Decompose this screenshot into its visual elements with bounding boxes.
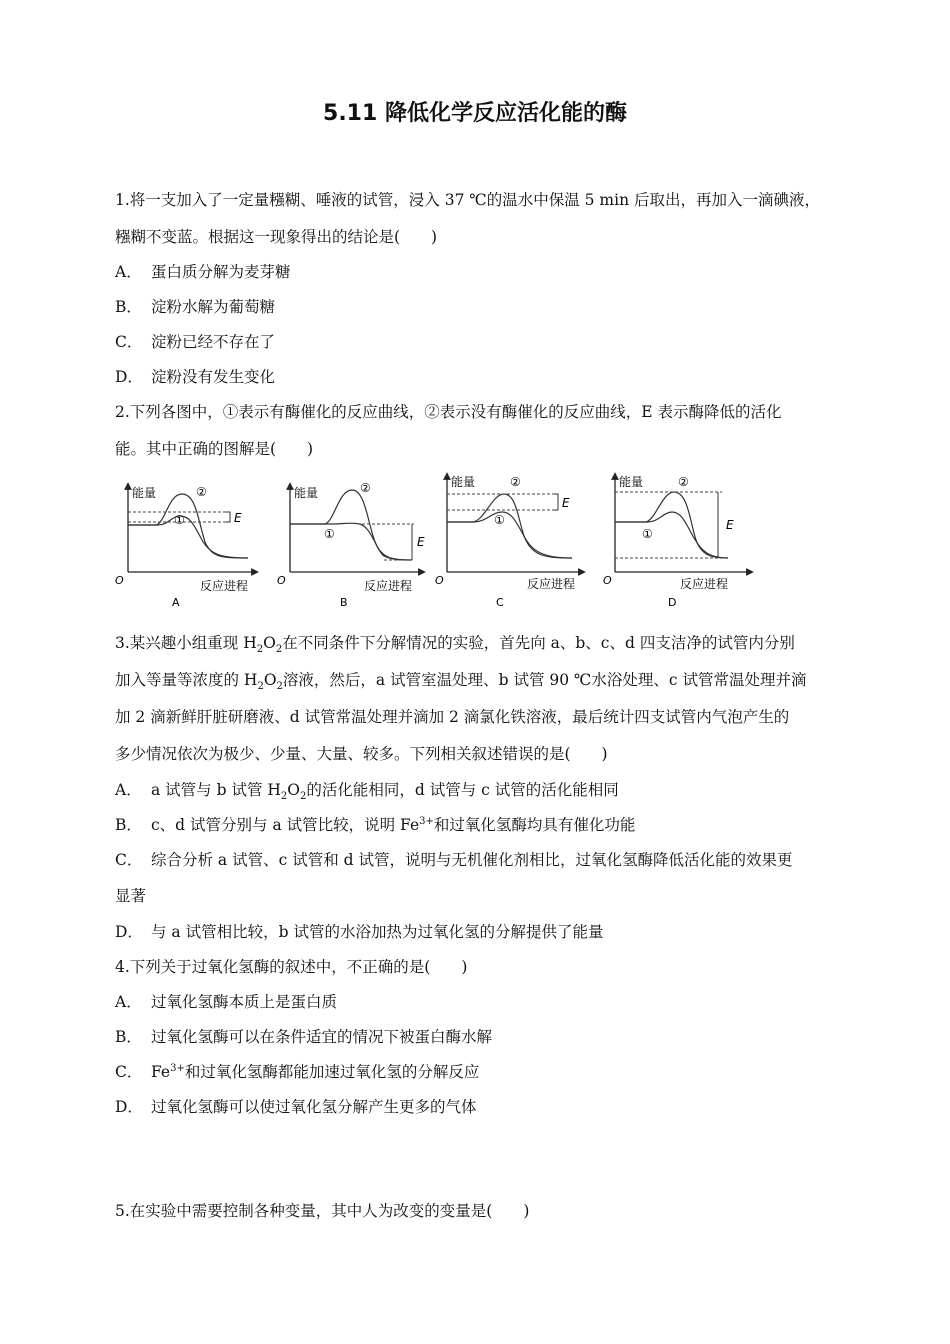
q1-stem-line1: 1.将一支加入了一定量糨糊、唾液的试管，浸入 37 ℃的温水中保温 5 min 后取出，再加入一滴碘液，	[115, 191, 820, 209]
curve-1-label: ①	[174, 513, 185, 527]
q4-option-c: C． $Fe^{3+}$和过氧化氢酶都能加速过氧化氢的分解反应	[115, 1062, 480, 1081]
e-label: E	[234, 511, 242, 525]
q1-option-d	[115, 367, 275, 387]
q1-option-a	[115, 262, 291, 282]
q2-stem-line2: 能。其中正确的图解是( )	[115, 440, 314, 458]
q4-option-d: D． 过氧化氢酶可以使过氧化氢分解产生更多的气体	[115, 1098, 477, 1116]
x-axis-label: 反应进程	[364, 579, 413, 593]
curve-2-label: ②	[360, 481, 371, 495]
page-title: 5.11 降低化学反应活化能的酶	[323, 101, 627, 126]
curve-2	[447, 494, 572, 558]
x-axis-label: 反应进程	[200, 579, 249, 593]
option-letter: D．	[115, 368, 143, 386]
q3-stem-line2: 加入等量等浓度的 $H_2O_2$溶液，然后，a 试管室温处理、b 试管 90 ℃水浴处理、c 试管常温处理并滴	[115, 671, 807, 693]
option-letter: C．	[115, 333, 143, 351]
q3-option-b: B． c、d 试管分别与 a 试管比较，说明 $Fe^{3+}$和过氧化氢酶均具有催化功能	[115, 815, 636, 834]
curve-1-label: ①	[494, 513, 505, 527]
option-text: 蛋白质分解为麦芽糖	[151, 263, 291, 281]
q4-option-b: B． 过氧化氢酶可以在条件适宜的情况下被蛋白酶水解	[115, 1028, 493, 1046]
q2-stem-line1: 2.下列各图中，①表示有酶催化的反应曲线，②表示没有酶催化的反应曲线，E 表示酶降低的活化	[115, 403, 782, 421]
q1-stem-line2: 糨糊不变蓝。根据这一现象得出的结论是( )	[115, 228, 438, 246]
curve-1-label: ①	[324, 527, 335, 541]
origin-label: O	[115, 574, 124, 587]
q1-option-c	[115, 332, 275, 352]
q3-stem-line4: 多少情况依次为极少、少量、大量、较多。下列相关叙述错误的是( )	[115, 745, 608, 763]
e-label: E	[726, 518, 734, 532]
y-axis-label: 能量	[294, 486, 319, 500]
panel-label: D	[668, 596, 677, 609]
y-axis-label: 能量	[619, 475, 644, 489]
curve-2-label: ②	[196, 485, 207, 499]
e-bracket	[554, 494, 558, 510]
curve-1-label: ①	[642, 527, 653, 541]
curve-1	[615, 512, 728, 558]
curve-1	[447, 512, 572, 558]
q4-stem: 4.下列关于过氧化氢酶的叙述中，不正确的是( )	[115, 958, 468, 976]
panel-label: A	[172, 596, 180, 609]
diagram-b	[277, 481, 425, 609]
q3-option-c-cont: 显著	[115, 887, 147, 905]
curve-2	[290, 490, 412, 560]
e-label: E	[417, 535, 425, 549]
curve-2	[615, 492, 728, 558]
e-bracket	[226, 512, 230, 522]
q3-stem-line1: 3.某兴趣小组重现 $H_2O_2$在不同条件下分解情况的实验，首先向 a、b、c、d 四支洁净的试管内分别	[115, 634, 795, 656]
q3-option-d: D． 与 a 试管相比较，b 试管的水浴加热为过氧化氢的分解提供了能量	[115, 923, 604, 941]
curve-2	[128, 494, 248, 558]
option-letter: A．	[115, 263, 142, 281]
curve-2-label: ②	[510, 475, 521, 489]
diagram-c	[435, 474, 582, 609]
diagram-a	[115, 485, 255, 609]
panel-label: C	[496, 596, 504, 609]
option-letter: B．	[115, 298, 142, 316]
origin-label: O	[435, 574, 444, 587]
q3-stem-line3: 加 2 滴新鲜肝脏研磨液、d 试管常温处理并滴加 2 滴氯化铁溶液，最后统计四支试管内气泡产生的	[115, 708, 790, 726]
q1-option-b	[115, 297, 275, 317]
x-axis-label: 反应进程	[680, 577, 729, 591]
q3-option-a: A． a 试管与 b 试管 $H_2O_2$的活化能相同，d 试管与 c 试管的活化能相同	[115, 781, 619, 803]
option-text: 淀粉没有发生变化	[151, 368, 276, 386]
origin-label: O	[603, 574, 612, 587]
panel-label: B	[340, 596, 348, 609]
curve-2-label: ②	[678, 475, 689, 489]
q4-option-a: A． 过氧化氢酶本质上是蛋白质	[115, 993, 338, 1011]
option-text: 淀粉已经不存在了	[151, 333, 276, 351]
energy-diagrams-svg	[110, 472, 850, 614]
e-label: E	[562, 496, 570, 510]
q2-energy-diagrams	[110, 472, 850, 614]
q3-option-c: C． 综合分析 a 试管、c 试管和 d 试管，说明与无机催化剂相比，过氧化氢酶降低活化能的效果更	[115, 851, 793, 869]
diagram-d	[603, 474, 750, 609]
y-axis-label: 能量	[451, 475, 476, 489]
origin-label: O	[277, 574, 286, 587]
x-axis-label: 反应进程	[527, 577, 576, 591]
q5-stem: 5.在实验中需要控制各种变量，其中人为改变的变量是( )	[115, 1202, 530, 1220]
option-text: 淀粉水解为葡萄糖	[151, 298, 276, 316]
curve-1	[290, 523, 412, 560]
y-axis-label: 能量	[132, 486, 157, 500]
